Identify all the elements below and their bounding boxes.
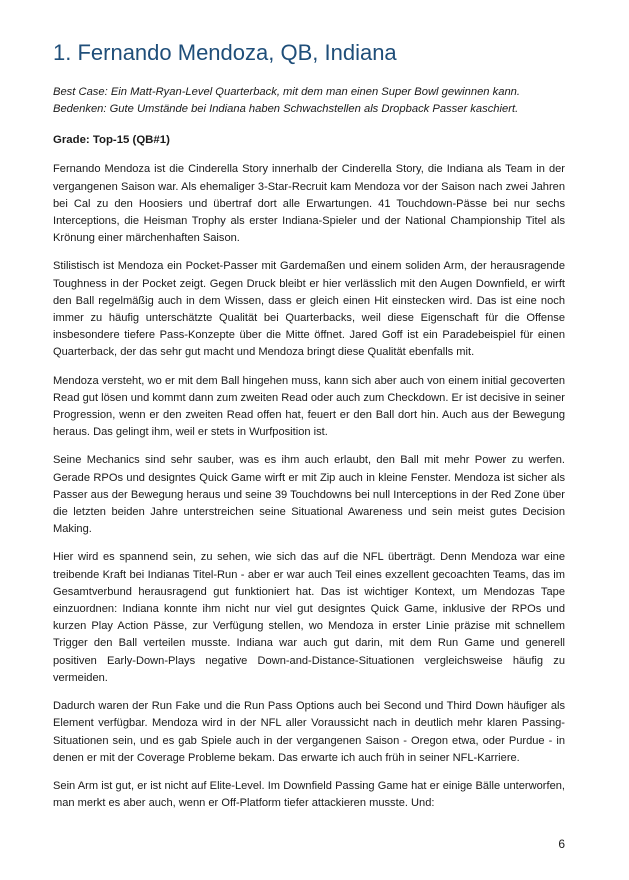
paragraph: Seine Mechanics sind sehr sauber, was es ihm auch erlaubt, den Ball mit mehr Power zu werfen. Gerade RPOs und designtes Quick Game wirft er mit Zip auch in kleine Fenster. Mendoza ist sicher als Passer aus der Bewegung heraus und seine 39 Touchdowns bei null Interceptions in der Red Zone über die letzten beiden Jahre unterstreichen seine Situational Awareness und sein meist gutes Decision Making.	[53, 454, 565, 536]
paragraph: Fernando Mendoza ist die Cinderella Story innerhalb der Cinderella Story, die Indiana als Team in der vergangenen Saison war. Als ehemaliger 3-Star-Recruit kam Mendoza vor der Saison nach zwei Jahren bei Cal zu den Hoosiers und übertraf dort alle Erwartungen. 41 Touchdown-Pässe bei nur sechs Interceptions, die Heisman Trophy als erster Indiana-Spieler und der National Championship Titel als Krönung einer märchenhaften Saison.	[53, 163, 565, 245]
best-case-line: Best Case: Ein Matt-Ryan-Level Quarterback, mit dem man einen Super Bowl gewinnen kann.	[53, 86, 520, 98]
grade-line: Grade: Top-15 (QB#1)	[53, 134, 170, 147]
paragraph: Dadurch waren der Run Fake und die Run Pass Options auch bei Second und Third Down häufiger als Element verfügbar. Mendoza wird in der NFL aller Voraussicht nach in deutlich mehr klaren Passing-Situationen sein, und es gab Spiele auch in der vergangenen Saison - Oregon etwa, oder Purdue - in denen er mit der Coverage Probleme bekam. Das erwarte ich auch früh in seiner NFL-Karriere.	[53, 700, 565, 764]
paragraph: Mendoza versteht, wo er mit dem Ball hingehen muss, kann sich aber auch von einem initial gecoverten Read gut lösen und kommt dann zum zweiten Read oder auch zum Checkdown. Er ist decisive in seiner Progression, wenn er den zweiten Read offen hat, feuert er den Ball dort hin. Auch aus der Bewegung heraus. Das gelingt ihm, weil er stets in Wurfposition ist.	[53, 374, 565, 439]
page-number: 6	[558, 837, 565, 851]
section-heading: 1. Fernando Mendoza, QB, Indiana	[53, 40, 397, 65]
case-summary	[53, 84, 565, 118]
concerns-line: Bedenken: Gute Umstände bei Indiana haben Schwachstellen als Dropback Passer kaschiert.	[53, 103, 519, 116]
paragraph: Stilistisch ist Mendoza ein Pocket-Passer mit Gardemaßen und einem soliden Arm, der herausragende Toughness in der Pocket zeigt. Gegen Druck bleibt er hier verlässlich mit den Augen Downfield, er wirft den Ball regelmäßig auch in dem Wissen, dass er gleich einen Hit einstecken wird. Das ist eine noch immer zu häufig unterschätzte Qualität bei Quarterbacks, weil diese Eigenschaft für die Offense insbesondere tiefere Pass-Konzepte über die Mitte öffnet. Jared Goff ist ein Paradebeispiel für einen Quarterback, der das sehr gut macht und Mendoza bringt diese Qualität ebenfalls mit.	[53, 260, 565, 359]
paragraph: Hier wird es spannend sein, zu sehen, wie sich das auf die NFL überträgt. Denn Mendoza war eine treibende Kraft bei Indianas Titel-Run - aber er war auch Teil eines exzellent gecoachten Teams, das im Gesamtverbund herausragend gut funktioniert hat. Das ist wichtiger Kontext, um Mendozas Tape einzuordnen: Indiana konnte ihm nicht nur viel gut designtes Quick Game, inklusive der RPOs und kurzen Play Action Pässe, zur Verfügung stellen, wo Mendoza in erster Linie präzise mit schnellem Trigger den Ball verteilen musste. Indiana war auch gut darin, mit dem Run Game und generell positiven Early-Down-Plays negative Down-and-Distance-Situationen vergleichsweise häufig zu vermeiden.	[53, 551, 565, 684]
paragraph: Sein Arm ist gut, er ist nicht auf Elite-Level. Im Downfield Passing Game hat er einige Bälle unterworfen, man merkt es aber auch, wenn er Off-Platform tiefer attackieren musste. Und:	[53, 779, 565, 810]
